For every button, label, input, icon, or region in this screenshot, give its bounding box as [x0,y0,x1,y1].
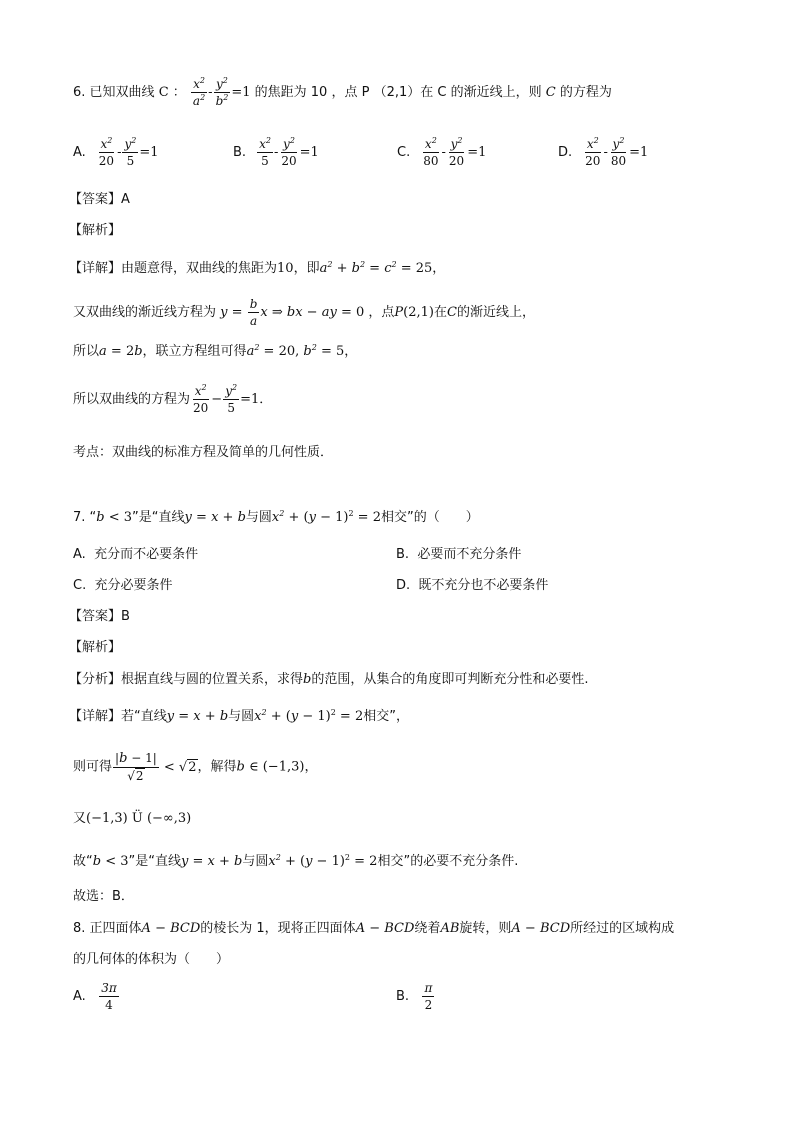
q6-kaodian: 考点：双曲线的标准方程及简单的几何性质． [73,445,334,460]
q6-option-d[interactable]: D. $\frac{x^2}{20}$ - $\frac{y^2}{80}$ =1 [558,136,649,168]
q6-detail-line-1: 【详解】由题意得，双曲线的焦距为10，即$a^2 + b^2 = c^2 = 25$， [69,260,446,276]
q7-fenxi: 【分析】根据直线与圆的位置关系，求得b的范围，从集合的角度即可判断充分性和必要性. [69,672,589,687]
q8-stem-line-1: 8. 正四面体A − BCD的棱长为 1，现将正四面体A − BCD绕着AB旋转，则A − BCD所经过的区域构成 [73,921,675,936]
q8-stem-line-2: 的几何体的体积为（ ） [73,952,230,967]
q7-option-a[interactable]: A. 充分而不必要条件 [73,547,199,562]
q7-answer: 【答案】B [69,609,130,624]
q6-stem-text: 6. 已知双曲线 [73,85,155,101]
q8-option-a[interactable]: A. $\frac{3\pi}{4}$ [73,981,117,1012]
q6-stem-text-2: 的焦距为 10 ，点 P （2,1）在 C 的渐近线上，则 [254,85,542,101]
q6-detail-line-3: 所以a = 2b，联立方程组可得$a^2 = 20$, $b^2 = 5$， [73,343,358,359]
q6-option-c[interactable]: C. $\frac{x^2}{80}$ - $\frac{y^2}{20}$ =1 [397,136,487,168]
q7-stem: 7. “b < 3”是“直线y = x + b与圆$x^2 + (y - 1)^2 = 2$相交”的（ ） [73,509,479,525]
q6-detail-line-2: 又双曲线的渐近线方程为 y = $\frac{b}{a}$ x ⇒ bx − ay = 0 ，点P(2,1)在C的渐近线上， [73,297,535,328]
q7-detail-line-3: 又(−1,3) Ü (−∞,3) [73,811,192,826]
q7-detail-line-4: 故“b < 3”是“直线y = x + b与圆$x^2 + (y - 1)^2 = 2$相交”的必要不充分条件. [73,853,519,869]
q6-option-a[interactable]: A. $\frac{x^2}{20}$ - $\frac{y^2}{5}$ =1 [73,136,159,168]
q7-detail-line-1: 【详解】若“直线y = x + b与圆$x^2 + (y - 1)^2 = 2$相交”， [69,708,409,724]
q7-detail-line-2: 则可得 $\frac{|b - 1|}{√2}$ < √2，解得b ∈ (−1,3)， [73,751,318,783]
q7-option-b[interactable]: B. 必要而不充分条件 [396,547,522,562]
q6-stem: 6. 已知双曲线 C ： $\frac{x^2}{a^2}$ - $\frac{y^2}{b^2}$ =1 的焦距为 10 ，点 P （2,1）在 C 的渐近线上，则 C 的方程为 [73,76,612,108]
q6-detail-line-4: 所以双曲线的方程为 $\frac{x^2}{20}$ − $\frac{y^2}{5}$ =1． [73,383,273,415]
q7-conclusion: 故选：B． [73,889,134,904]
q6-answer [69,193,130,206]
q6-analysis-label: 【解析】 [69,223,122,238]
q6-options [73,138,733,174]
q6-option-b[interactable]: B. $\frac{x^2}{5}$ - $\frac{y^2}{20}$ =1 [233,136,319,168]
answer-label: 【答案】 [69,192,122,207]
q7-option-c[interactable]: C. 充分必要条件 [73,578,173,593]
q8-option-b[interactable]: B. $\frac{\pi}{2}$ [396,981,433,1012]
q6-stem-text-3: 的方程为 [559,85,612,101]
q7-option-d[interactable]: D. 既不充分也不必要条件 [396,578,549,593]
q7-analysis-label: 【解析】 [69,640,122,655]
answer-value: A [121,192,130,207]
